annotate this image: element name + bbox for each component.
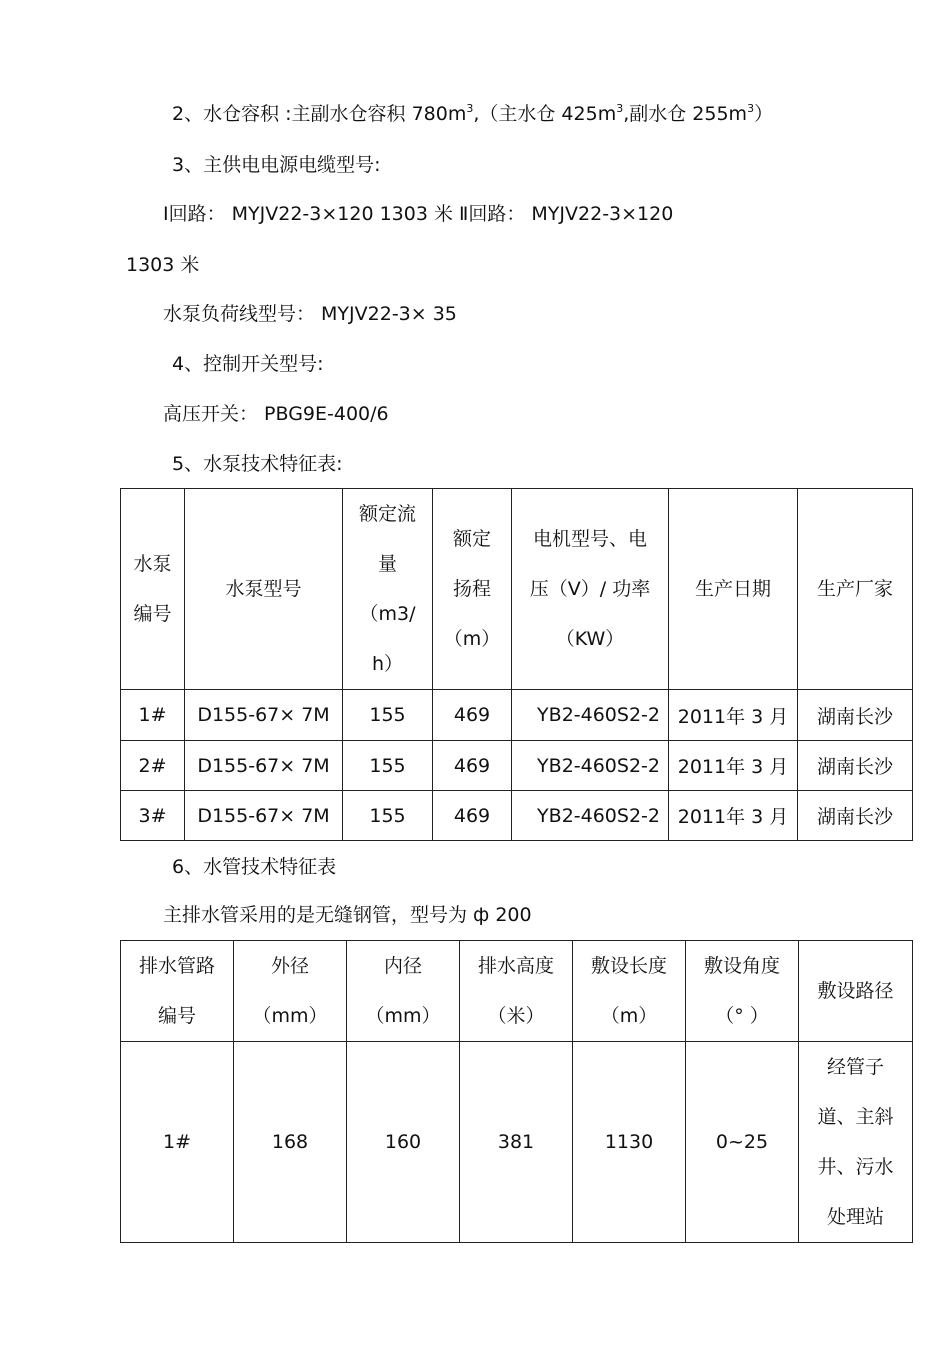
superscript: 3 [747,102,755,115]
cable-model-heading: 3、主供电电源电缆型号: [172,154,381,176]
main-pipe-line: 主排水管采用的是无缝钢管，型号为 ф 200 [163,904,532,926]
pump-table-header-row [121,489,913,690]
route-text: 道、主斜 [817,1106,894,1128]
header-text: （米） [487,1005,545,1027]
superscript: 3 [466,102,474,115]
cell-laying-angle: 0~25 [686,1042,799,1243]
header-pump-no [121,489,185,690]
text-segment: ,（主水仓 425m [473,103,617,125]
header-text: 敷设角度 [703,955,780,977]
cell-motor-model: YB2-460S2-2 [512,690,669,741]
cell-pump-model: D155-67× 7M [185,741,343,791]
circuit-line-continued: 1303 米 [126,254,200,276]
header-text: （m） [443,628,501,650]
cell-drain-height: 381 [460,1042,573,1243]
cell-rated-head: 469 [433,741,512,791]
header-text: 敷设路径 [817,980,894,1002]
cell-motor-model: YB2-460S2-2 [512,791,669,841]
route-text: 井、污水 [817,1156,894,1178]
route-text: 处理站 [826,1206,884,1228]
header-laying-route [799,941,913,1042]
table-row [121,1042,913,1243]
header-motor-model [512,489,669,690]
cell-laying-length: 1130 [573,1042,686,1243]
header-laying-angle [686,941,799,1042]
header-text: （° ） [715,1005,769,1027]
cell-manufacturer: 湖南长沙 [798,741,913,791]
text-segment: ,副水仓 255m [623,103,748,125]
circuit-line: Ⅰ回路： MYJV22-3×120 1303 米 Ⅱ回路： MYJV22-3×120 [163,203,674,225]
header-text: 压（V）/ 功率 [529,578,651,600]
cell-inner-diameter: 160 [347,1042,460,1243]
pipe-table-header-row [121,941,913,1042]
header-manufacturer [798,489,913,690]
hv-switch-line: 高压开关： PBG9E-400/6 [163,403,389,425]
cell-production-date: 2011年 3 月 [669,791,798,841]
header-text: 编号 [133,603,172,625]
header-text: 内径 [383,955,422,977]
cell-pump-model: D155-67× 7M [185,791,343,841]
header-text: 编号 [157,1005,196,1027]
cell-pump-no: 3# [121,791,185,841]
pump-table-heading: 5、水泵技术特征表: [172,453,343,475]
table-row [121,690,913,741]
cell-pump-no: 1# [121,690,185,741]
cell-pump-model: D155-67× 7M [185,690,343,741]
header-text: 生产厂家 [816,578,893,600]
water-tank-capacity-line [172,102,773,126]
header-text: （m3/ [359,603,416,625]
header-text: 排水高度 [477,955,554,977]
header-outer-diameter [234,941,347,1042]
header-text: 电机型号、电 [532,528,647,550]
pipe-table-heading: 6、水管技术特征表 [172,856,337,878]
header-pipe-no [121,941,234,1042]
header-production-date [669,489,798,690]
text-segment: ） [754,103,774,125]
superscript: 3 [616,102,624,115]
header-text: （mm） [365,1005,441,1027]
table-row [121,791,913,841]
cell-manufacturer: 湖南长沙 [798,690,913,741]
cell-manufacturer: 湖南长沙 [798,791,913,841]
cell-rated-flow: 155 [343,741,433,791]
header-text: 生产日期 [694,578,771,600]
pipe-spec-table [120,940,913,1243]
header-text: 水泵型号 [225,578,302,600]
cell-rated-flow: 155 [343,690,433,741]
route-text: 经管子 [826,1056,884,1078]
text-segment: 2、水仓容积 :主副水仓容积 780m [172,103,467,125]
header-text: 额定 [452,528,491,550]
header-text: h） [371,653,404,675]
header-rated-flow [343,489,433,690]
pump-spec-table [120,488,913,841]
header-drain-height [460,941,573,1042]
table-row [121,741,913,791]
cell-laying-route [799,1042,913,1243]
header-text: 排水管路 [138,955,215,977]
header-text: 敷设长度 [590,955,667,977]
header-text: 额定流 [358,503,416,525]
cell-production-date: 2011年 3 月 [669,690,798,741]
header-laying-length [573,941,686,1042]
header-text: （KW） [555,628,625,650]
cell-rated-flow: 155 [343,791,433,841]
header-rated-head [433,489,512,690]
header-text: 量 [377,553,397,575]
header-text: 扬程 [452,578,491,600]
header-text: 水泵 [133,553,172,575]
header-pump-model [185,489,343,690]
header-text: 外径 [270,955,309,977]
header-inner-diameter [347,941,460,1042]
cell-production-date: 2011年 3 月 [669,741,798,791]
cell-rated-head: 469 [433,791,512,841]
cell-motor-model: YB2-460S2-2 [512,741,669,791]
cell-pump-no: 2# [121,741,185,791]
cell-pipe-no: 1# [121,1042,234,1243]
cell-rated-head: 469 [433,690,512,741]
cell-outer-diameter: 168 [234,1042,347,1243]
header-text: （m） [600,1005,658,1027]
pump-load-line: 水泵负荷线型号： MYJV22-3× 35 [163,303,457,325]
header-text: （mm） [252,1005,328,1027]
control-switch-heading: 4、控制开关型号: [172,353,324,375]
